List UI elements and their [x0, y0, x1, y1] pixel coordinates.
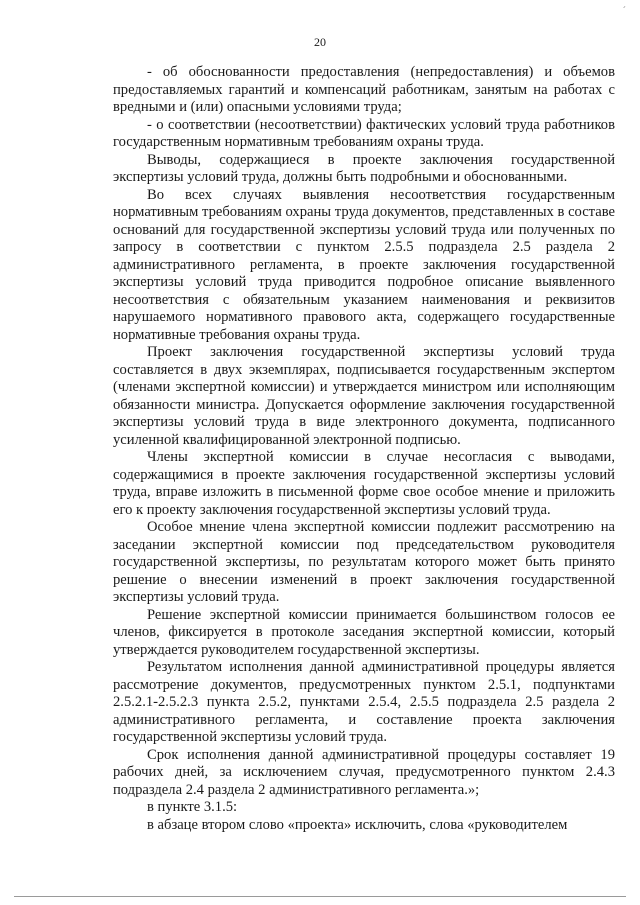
paragraph-item-conformity: - о соответствии (несоответствии) фактических условий труда работников государственным нормативным требованиям охраны труда.	[113, 116, 615, 150]
document-body	[113, 64, 615, 834]
page-bottom-edge	[14, 896, 626, 897]
paragraph-item-justification: - об обоснованности предоставления (непредоставления) и объемов предоставляемых гарантий и компенсаций работникам, занятым на работах с вредными и (или) опасными условиями труда;	[113, 64, 615, 115]
page-edge-mark: ´	[622, 6, 626, 17]
paragraph-draft-conclusion: Проект заключения государственной экспертизы условий труда составляется в двух экземплярах, подписывается государственным экспертом (членами экспертной комиссии) и утверждается министром или исполняющим обязанности министра. Допускается оформление заключения государственной экспертизы условий труда в виде электронного документа, подписанного усиленной квалифицированной электронной подписью.	[113, 344, 615, 448]
paragraph-procedure-result: Результатом исполнения данной административной процедуры является рассмотрение документов, предусмотренных пунктом 2.5.1, подпунктами 2.5.2.1-2.5.2.3 пункта 2.5.2, пунктами 2.5.4, 2.5.5 подраздела 2.5 раздела 2 административного регламента, и составление проекта заключения государственной экспертизы условий труда.	[113, 659, 615, 745]
page-number: 20	[314, 35, 326, 49]
paragraph-second-abzac: в абзаце втором слово «проекта» исключить, слова «руководителем	[147, 816, 568, 833]
paragraph-procedure-deadline: Срок исполнения данной административной процедуры составляет 19 рабочих дней, за исключением случая, предусмотренного пунктом 2.4.3 подраздела 2.4 раздела 2 административного регламента.»;	[113, 746, 615, 798]
paragraph-nonconformity: Во всех случаях выявления несоответствия государственным нормативным требованиям охраны труда документов, представленных в составе оснований для государственной экспертизы условий труда или полученных по запросу в соответствии с пунктом 2.5.5 подраздела 2.5 раздела 2 административного регламента, в проекте заключения государственной экспертизы условий труда приводится подробное описание выявленного несоответствия с обязательным указанием наименования и реквизитов нарушаемого нормативного правового акта, содержащего государственные нормативные требования охраны труда.	[113, 186, 615, 343]
paragraph-special-opinion: Особое мнение члена экспертной комиссии подлежит рассмотрению на заседании экспертной комиссии под председательством руководителя государственной экспертизы, по результатам которого может быть принято решение о внесении изменений в проект заключения государственной экспертизы условий труда.	[113, 519, 615, 605]
paragraph-commission-decision: Решение экспертной комиссии принимается большинством голосов ее членов, фиксируется в протоколе заседания экспертной комиссии, который утверждается руководителем государственной экспертизы.	[113, 606, 615, 658]
paragraph-clause-3-1-5: в пункте 3.1.5:	[147, 799, 238, 815]
paragraph-commission-members: Члены экспертной комиссии в случае несогласия с выводами, содержащимися в проекте заключения государственной экспертизы условий труда, вправе изложить в письменной форме свое особое мнение и приложить его к проекту заключения государственной экспертизы условий труда.	[113, 449, 615, 518]
paragraph-conclusions: Выводы, содержащиеся в проекте заключения государственной экспертизы условий труда, должны быть подробными и обоснованными.	[113, 151, 615, 185]
